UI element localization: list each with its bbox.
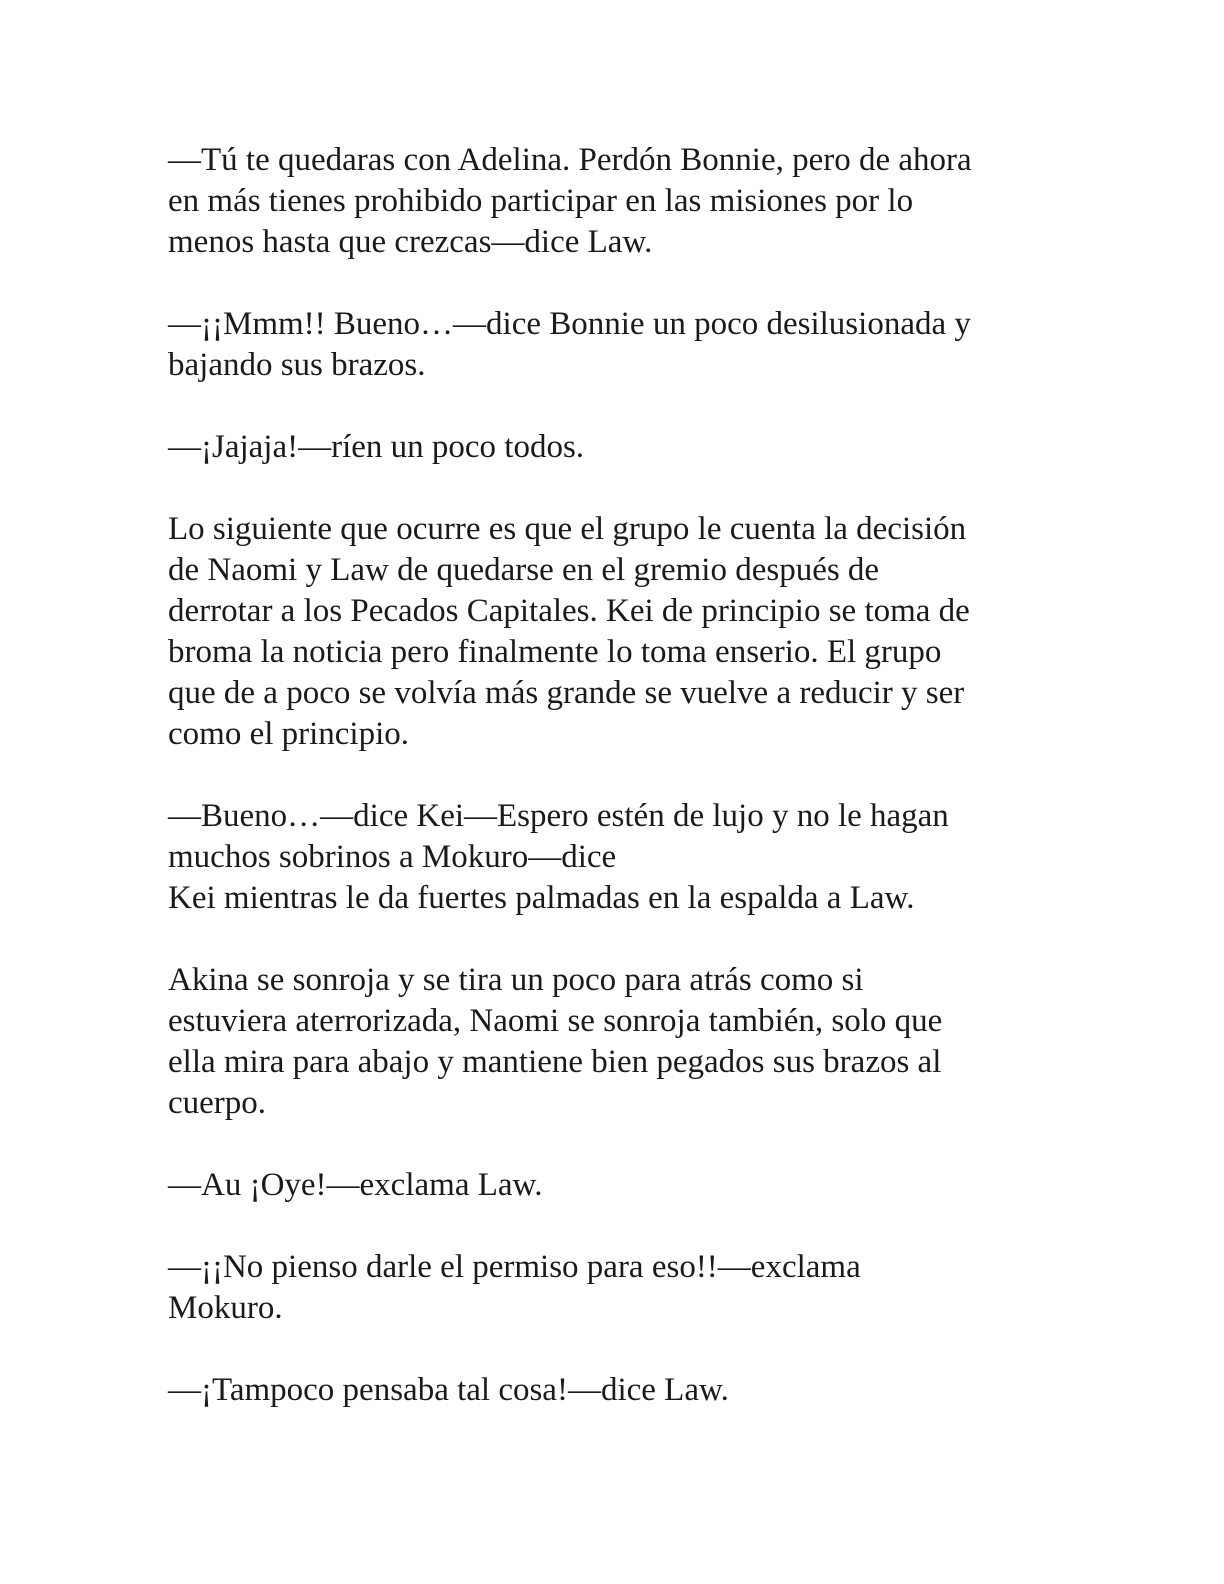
- paragraph: [168, 796, 1068, 919]
- text-line: —Bueno…—dice Kei—Espero estén de lujo y no le hagan: [168, 798, 949, 834]
- text-line: Mokuro.: [168, 1290, 283, 1326]
- paragraph: [168, 1247, 1068, 1329]
- paragraph: [168, 140, 1068, 263]
- text-line: —¡Jajaja!—ríen un poco todos.: [168, 429, 585, 465]
- text-line: ella mira para abajo y mantiene bien pegados sus brazos al: [168, 1044, 942, 1080]
- text-line: de Naomi y Law de quedarse en el gremio después de: [168, 552, 880, 588]
- text-line: Kei mientras le da fuertes palmadas en la espalda a Law.: [168, 880, 915, 916]
- text-line: Akina se sonroja y se tira un poco para atrás como si: [168, 962, 864, 998]
- text-line: que de a poco se volvía más grande se vuelve a reducir y ser: [168, 675, 965, 711]
- paragraph: [168, 304, 1068, 386]
- text-line: estuviera aterrorizada, Naomi se sonroja también, solo que: [168, 1003, 943, 1039]
- paragraph: [168, 960, 1068, 1124]
- text-line: —Tú te quedaras con Adelina. Perdón Bonnie, pero de ahora: [168, 142, 972, 178]
- paragraph: [168, 1165, 1068, 1206]
- text-line: menos hasta que crezcas—dice Law.: [168, 224, 653, 260]
- text-line: —¡¡Mmm!! Bueno…—dice Bonnie un poco desilusionada y: [168, 306, 971, 342]
- text-line: broma la noticia pero finalmente lo toma enserio. El grupo: [168, 634, 942, 670]
- paragraph: [168, 1370, 1068, 1411]
- text-line: cuerpo.: [168, 1085, 267, 1121]
- text-line: —¡Tampoco pensaba tal cosa!—dice Law.: [168, 1372, 729, 1408]
- text-line: derrotar a los Pecados Capitales. Kei de principio se toma de: [168, 593, 970, 629]
- text-line: —¡¡No pienso darle el permiso para eso!!—exclama: [168, 1249, 861, 1285]
- text-line: muchos sobrinos a Mokuro—dice: [168, 839, 617, 875]
- text-line: bajando sus brazos.: [168, 347, 426, 383]
- text-line: Lo siguiente que ocurre es que el grupo le cuenta la decisión: [168, 511, 967, 547]
- text-line: —Au ¡Oye!—exclama Law.: [168, 1167, 543, 1203]
- text-line: como el principio.: [168, 716, 410, 752]
- text-line: en más tienes prohibido participar en las misiones por lo: [168, 183, 914, 219]
- paragraph: [168, 427, 1068, 468]
- document-body: [168, 140, 1068, 1452]
- paragraph: [168, 509, 1068, 755]
